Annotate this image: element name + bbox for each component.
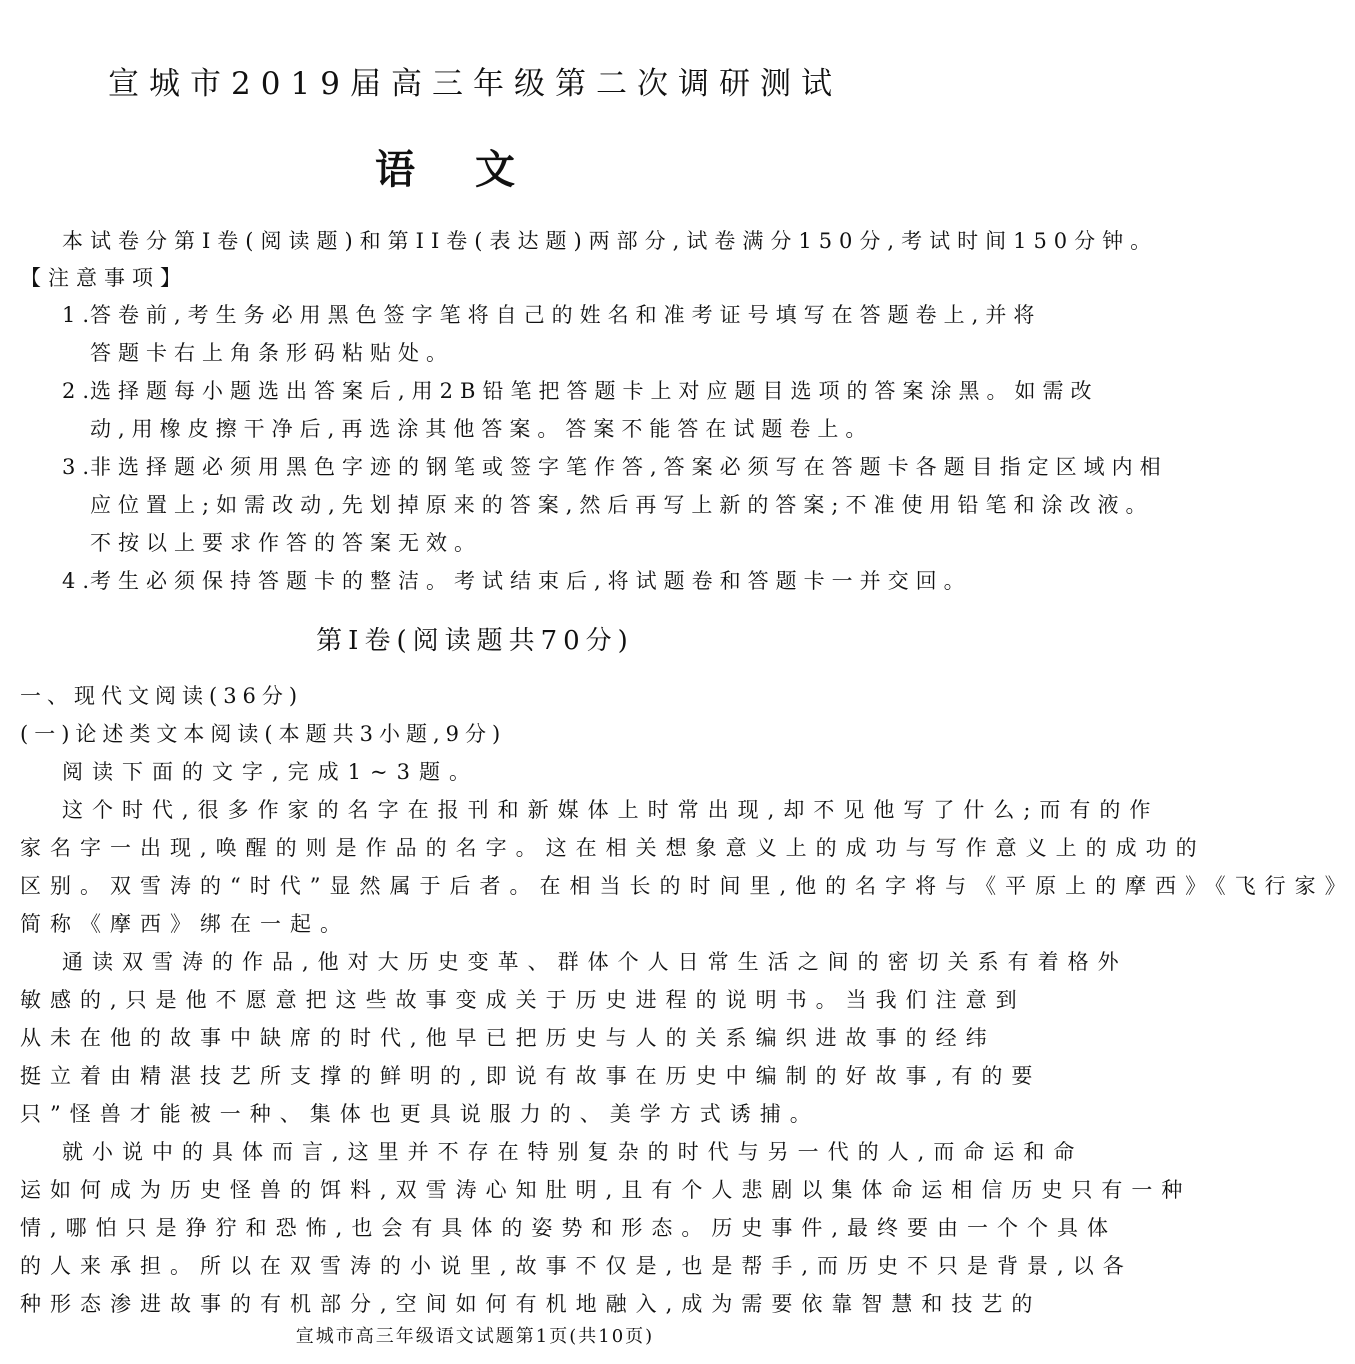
notice-item-number: 1. <box>62 303 97 327</box>
notice-item-text: 答卷前,考生务必用黑色签字笔将自己的姓名和准考证号填写在答题卷上,并将 <box>90 303 1042 327</box>
passage-line: 区别。双雪涛的“时代”显然属于后者。在相当长的时间里,他的名字将与《平原上的摩西》《飞行家》 <box>20 874 1355 898</box>
notice-item <box>62 451 1168 481</box>
passage-line: 从未在他的故事中缺席的时代,他早已把历史与人的关系编织进故事的经纬 <box>20 1026 996 1050</box>
notice-heading: 【注意事项】 <box>20 266 188 290</box>
notice-item-continuation: 答题卡右上角条形码粘贴处。 <box>90 341 454 365</box>
volume-heading: 第Ⅰ卷(阅读题共70分) <box>316 626 634 656</box>
subject-title: 语文 <box>375 146 575 193</box>
passage-line: 就小说中的具体而言,这里并不存在特别复杂的时代与另一代的人,而命运和命 <box>62 1140 1084 1164</box>
notice-item-number: 2. <box>62 379 97 403</box>
notice-item <box>62 565 972 595</box>
notice-item-continuation: 不按以上要求作答的答案无效。 <box>90 531 482 555</box>
passage-line: 情,哪怕只是狰狞和恐怖,也会有具体的姿势和形态。历史事件,最终要由一个个具体 <box>20 1216 1118 1240</box>
notice-item <box>62 299 1042 329</box>
notice-item-text: 考生必须保持答题卡的整洁。考试结束后,将试题卷和答题卡一并交回。 <box>90 569 972 593</box>
notice-item-number: 3. <box>62 455 97 479</box>
passage-line: 家名字一出现,唤醒的则是作品的名字。这在相关想象意义上的成功与写作意义上的成功的 <box>20 836 1206 860</box>
passage-line: 的人来承担。所以在双雪涛的小说里,故事不仅是,也是帮手,而历史不只是背景,以各 <box>20 1254 1133 1278</box>
subsection-heading: (一)论述类文本阅读(本题共3小题,9分) <box>20 722 507 746</box>
passage-line: 运如何成为历史怪兽的饵料,双雪涛心知肚明,且有个人悲剧以集体命运相信历史只有一种 <box>20 1178 1192 1202</box>
passage-line: 种形态渗进故事的有机部分,空间如何有机地融入,成为需要依靠智慧和技艺的 <box>20 1292 1042 1316</box>
notice-item-continuation: 应位置上;如需改动,先划掉原来的答案,然后再写上新的答案;不准使用铅笔和涂改液。 <box>90 493 1154 517</box>
notice-item-text: 选择题每小题选出答案后,用2B铅笔把答题卡上对应题目选项的答案涂黑。如需改 <box>90 379 1099 403</box>
notice-item-text: 非选择题必须用黑色字迹的钢笔或签字笔作答,答案必须写在答题卡各题目指定区域内相 <box>90 455 1168 479</box>
passage-line: 简称《摩西》绑在一起。 <box>20 912 350 936</box>
passage-line: 敏感的,只是他不愿意把这些故事变成关于历史进程的说明书。当我们注意到 <box>20 988 1026 1012</box>
passage-line: 只”怪兽才能被一种、集体也更具说服力的、美学方式诱捕。 <box>20 1102 820 1126</box>
notice-item-number: 4. <box>62 569 97 593</box>
passage-line: 这个时代,很多作家的名字在报刊和新媒体上时常出现,却不见他写了什么;而有的作 <box>62 798 1160 822</box>
reading-instruction: 阅读下面的文字,完成1~3题。 <box>62 760 479 784</box>
notice-item <box>62 375 1099 405</box>
exam-title: 宣城市2019届高三年级第二次调研测试 <box>108 66 842 102</box>
section-heading: 一、现代文阅读(36分) <box>20 684 304 708</box>
exam-intro: 本试卷分第I卷(阅读题)和第II卷(表达题)两部分,试卷满分150分,考试时间150分钟。 <box>62 229 1159 253</box>
page-footer: 宣城市高三年级语文试题第1页(共10页) <box>295 1326 655 1347</box>
passage-line: 挺立着由精湛技艺所支撑的鲜明的,即说有故事在历史中编制的好故事,有的要 <box>20 1064 1042 1088</box>
passage-line: 通读双雪涛的作品,他对大历史变革、群体个人日常生活之间的密切关系有着格外 <box>62 950 1128 974</box>
notice-item-continuation: 动,用橡皮擦干净后,再选涂其他答案。答案不能答在试题卷上。 <box>90 417 874 441</box>
